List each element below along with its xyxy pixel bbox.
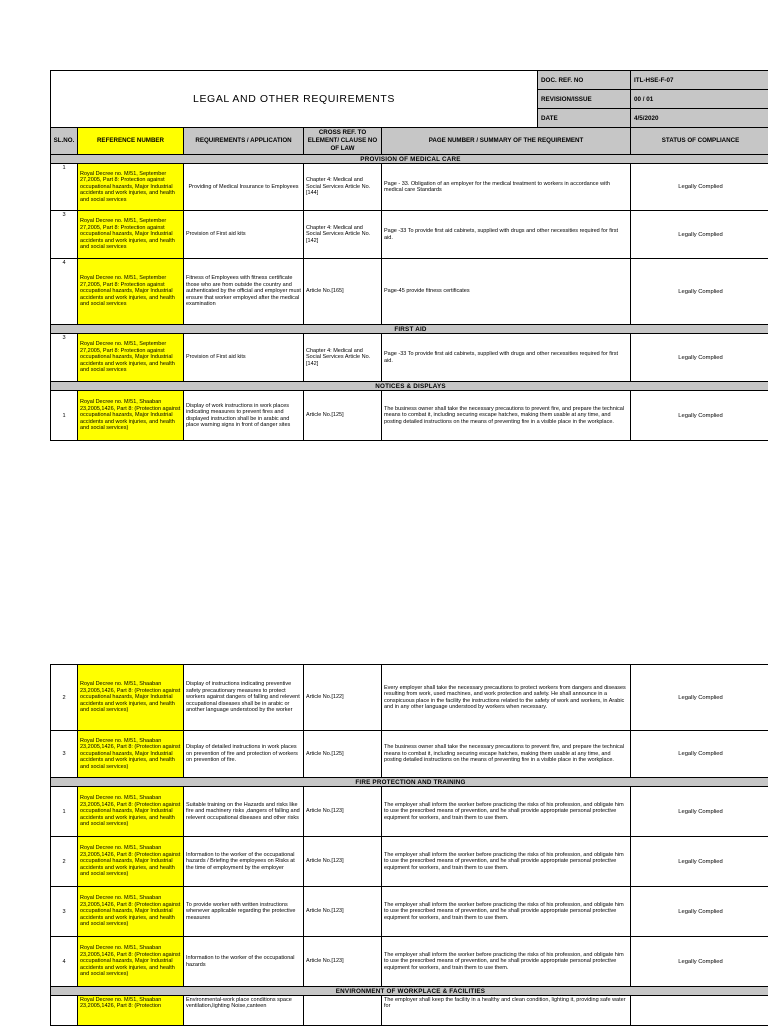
column-header-page-summary: PAGE NUMBER / SUMMARY OF THE REQUIREMENT — [382, 128, 631, 155]
status-cell — [631, 996, 768, 1026]
requirement-cell: Display of work instructions in work places indicating measures to prevent fires and displayed instruction shall be in arabic and place warning signs in front of danger sites — [184, 391, 304, 441]
cross-ref-cell: Article No.[165] — [304, 259, 382, 325]
meta-value-date: 4/5/2020 — [631, 109, 768, 128]
row-sl-number: 3 — [51, 211, 78, 259]
section-header-fire-protection: FIRE PROTECTION AND TRAINING — [51, 778, 768, 787]
column-header-status: STATUS OF COMPLIANCE — [631, 128, 768, 155]
page-summary-cell: Page -33 To provide first aid cabinets, supplied with drugs and other necessities required for first aid. — [382, 334, 631, 382]
page-summary-cell: The business owner shall take the necessary precautions to prevent fire, and prepare the technical means to combat it, including securing escape hatches, making them usable at any time, and posting detailed instructions on the means of preventing fire in a visible place in the workplace. — [382, 731, 631, 778]
page-summary-cell: The employer shall inform the worker before practicing the risks of his profession, and obligate him to use the prescribed means of prevention, and he shall provide appropriate personal protective equipment for workers, and train them to use them. — [382, 887, 631, 937]
row-sl-number: 4 — [51, 259, 78, 325]
cross-ref-cell: Article No.[123] — [304, 787, 382, 837]
requirement-cell: Environmental-work place conditions space ventilation,lighting Noise,canteen — [184, 996, 304, 1026]
column-header-sl: SL.NO. — [51, 128, 78, 155]
status-cell: Legally Complied — [631, 665, 768, 731]
page-summary-cell: Page -33 To provide first aid cabinets, supplied with drugs and other necessities required for first aid. — [382, 211, 631, 259]
cross-ref-cell: Chapter 4: Medical and Social Services Article No.[142] — [304, 334, 382, 382]
row-sl-number: 4 — [51, 937, 78, 987]
cross-ref-cell: Article No.[122] — [304, 665, 382, 731]
requirement-cell: Providing of Medical Insurance to Employees — [184, 164, 304, 211]
section-header-medical-care: PROVISION OF MEDICAL CARE — [51, 155, 768, 164]
cross-ref-cell: Chapter 4: Medical and Social Services Article No.[144] — [304, 164, 382, 211]
page-summary-cell: Page-45 provide fitness certificates — [382, 259, 631, 325]
status-cell: Legally Complied — [631, 837, 768, 887]
table-row — [51, 211, 768, 259]
requirement-cell: Suitable training on the Hazards and risks like fire and machinery risks ,dangers of falling and relevent occupational diseases and other risks — [184, 787, 304, 837]
row-sl-number: 1 — [51, 164, 78, 211]
table-row — [51, 164, 768, 211]
page-summary-cell: Every employer shall take the necessary precautions to protect workers from dangers and diseases resulting from work, used machines, and work protection and safety. He shall announce in a conspicuous place in the facility the instructions related to the safety of work and workers, in Arabic and in any other language understood by workers when necessary. — [382, 665, 631, 731]
cross-ref-cell: Article No.[123] — [304, 937, 382, 987]
row-sl-number: 2 — [51, 837, 78, 887]
reference-cell: Royal Decree no. M/51, Shaaban 23,2005,1426, Part 8: (Protection against occupational hazards, Major Industrial accidents and work injuries, and health and social services) — [78, 787, 184, 837]
table-row — [51, 334, 768, 382]
table-row — [51, 665, 768, 731]
reference-cell: Royal Decree no. M/51, Shaaban 23,2005,1426, Part 8: (Protection against occupational hazards, Major Industrial accidents and work injuries, and health and social services) — [78, 837, 184, 887]
requirement-cell: Fitness of Employees with fitness certificate those who are from outside the country and authenticated by the official and employer must ensure that worker employed after the medical examination — [184, 259, 304, 325]
requirements-table-page-1 — [50, 70, 768, 441]
page-summary-cell: The employer shall inform the worker before practicing the risks of his profession, and obligate him to use the prescribed means of prevention, and he shall provide appropriate personal protective equipment for workers, and train them to use them. — [382, 787, 631, 837]
status-cell: Legally Complied — [631, 787, 768, 837]
column-header-requirements: REQUIREMENTS / APPLICATION — [184, 128, 304, 155]
table-row — [51, 787, 768, 837]
row-sl-number: 3 — [51, 887, 78, 937]
section-header-notices-displays: NOTICES & DISPLAYS — [51, 382, 768, 391]
cross-ref-cell: Article No.[125] — [304, 731, 382, 778]
row-sl-number: 3 — [51, 334, 78, 382]
table-row — [51, 937, 768, 987]
reference-cell: Royal Decree no. M/51, September 27,2005, Part 8: Protection against occupational hazards, Major Industrial accidents and work injuries, and health and social services — [78, 164, 184, 211]
requirement-cell: Display of detailed instructions in work places on prevention of fire and protection of workers on prevention of fire. — [184, 731, 304, 778]
table-row — [51, 731, 768, 778]
requirement-cell: Information to the worker of the occupational hazards — [184, 937, 304, 987]
row-sl-number: 3 — [51, 731, 78, 778]
meta-label-date: DATE — [538, 109, 631, 128]
cross-ref-cell — [304, 996, 382, 1026]
reference-cell: Royal Decree no. M/51, Shaaban 23,2005,1426, Part 8: (Protection — [78, 996, 184, 1026]
cross-ref-cell: Chapter 4: Medical and Social Services Article No.[142] — [304, 211, 382, 259]
document-title: LEGAL AND OTHER REQUIREMENTS — [51, 71, 538, 128]
table-row — [51, 887, 768, 937]
section-header-first-aid: FIRST AID — [51, 325, 768, 334]
reference-cell: Royal Decree no. M/51, Shaaban 23,2005,1426, Part 8: (Protection against occupational hazards, Major Industrial accidents and work injuries, and health and social services) — [78, 731, 184, 778]
reference-cell: Royal Decree no. M/51, September 27,2005, Part 8: Protection against occupational hazards, Major Industrial accidents and work injuries, and health and social services — [78, 211, 184, 259]
requirement-cell: Information to the worker of the occupational hazards / Briefing the employees on Risks at the time of employment by the employer — [184, 837, 304, 887]
status-cell: Legally Complied — [631, 211, 768, 259]
page-summary-cell: The employer shall keep the facility in a healthy and clean condition, lighting it, providing safe water for — [382, 996, 631, 1026]
meta-value-revision: 00 / 01 — [631, 90, 768, 109]
page-summary-cell: The employer shall inform the worker before practicing the risks of his profession, and obligate him to use the prescribed means of prevention, and he shall provide appropriate personal protective equipment for workers, and train them to use them. — [382, 937, 631, 987]
status-cell: Legally Complied — [631, 937, 768, 987]
row-sl-number: 1 — [51, 391, 78, 441]
cross-ref-cell: Article No.[123] — [304, 887, 382, 937]
page-summary-cell: Page - 33. Obligation of an employer for the medical treatment to workers in accordance with medical care Standards — [382, 164, 631, 211]
reference-cell: Royal Decree no. M/51, Shaaban 23,2005,1426, Part 8: (Protection against occupational hazards, Major Industrial accidents and work injuries, and health and social services) — [78, 887, 184, 937]
requirement-cell: Provision of First aid kits — [184, 334, 304, 382]
reference-cell: Royal Decree no. M/51, September 27,2005, Part 8: Protection against occupational hazards, Major Industrial accidents and work injuries, and health and social services — [78, 334, 184, 382]
page-summary-cell: The employer shall inform the worker before practicing the risks of his profession, and obligate him to use the prescribed means of prevention, and he shall provide appropriate personal protective equipment for workers, and train them to use them. — [382, 837, 631, 887]
row-sl-number — [51, 996, 78, 1026]
requirement-cell: Display of instructions indicating preventive safety precautionary measures to protect workers against dangers of falling and relevent occupational diseases shall be in arabic or another language understood by the worker — [184, 665, 304, 731]
requirements-table-page-2 — [50, 664, 768, 1026]
section-header-environment: ENVIRONMENT OF WORKPLACE & FACILITIES — [51, 987, 768, 996]
cross-ref-cell: Article No.[125] — [304, 391, 382, 441]
table-row — [51, 996, 768, 1026]
requirement-cell: Provision of First aid kits — [184, 211, 304, 259]
column-header-reference: REFERENCE NUMBER — [78, 128, 184, 155]
cross-ref-cell: Article No.[123] — [304, 837, 382, 887]
page-summary-cell: The business owner shall take the necessary precautions to prevent fire, and prepare the technical means to combat it, including securing escape hatches, making them usable at any time, and posting detailed instructions on the means of preventing fire in a visible place in the workplace. — [382, 391, 631, 441]
reference-cell: Royal Decree no. M/51, Shaaban 23,2005,1426, Part 8: (Protection against occupational hazards, Major Industrial accidents and work injuries, and health and social services) — [78, 937, 184, 987]
reference-cell: Royal Decree no. M/51, Shaaban 23,2005,1426, Part 8: (Protection against occupational hazards, Major Industrial accidents and work injuries, and health and social services) — [78, 391, 184, 441]
status-cell: Legally Complied — [631, 887, 768, 937]
row-sl-number: 2 — [51, 665, 78, 731]
table-row — [51, 259, 768, 325]
row-sl-number: 1 — [51, 787, 78, 837]
table-row — [51, 837, 768, 887]
status-cell: Legally Complied — [631, 731, 768, 778]
meta-label-doc-ref: DOC. REF. NO — [538, 71, 631, 90]
reference-cell: Royal Decree no. M/51, September 27,2005, Part 8: Protection against occupational hazards, Major Industrial accidents and work injuries, and health and social services — [78, 259, 184, 325]
meta-label-revision: REVISION/ISSUE — [538, 90, 631, 109]
table-row — [51, 391, 768, 441]
status-cell: Legally Complied — [631, 259, 768, 325]
status-cell: Legally Complied — [631, 334, 768, 382]
requirement-cell: To provide worker with written instructions whenever applicable regarding the protective measures — [184, 887, 304, 937]
status-cell: Legally Complied — [631, 164, 768, 211]
meta-value-doc-ref: ITL-HSE-F-07 — [631, 71, 768, 90]
status-cell: Legally Complied — [631, 391, 768, 441]
reference-cell: Royal Decree no. M/51, Shaaban 23,2005,1426, Part 8: (Protection against occupational hazards, Major Industrial accidents and work injuries, and health and social services) — [78, 665, 184, 731]
column-header-cross-ref: CROSS REF. TO ELEMENT/ CLAUSE NO OF LAW — [304, 128, 382, 155]
